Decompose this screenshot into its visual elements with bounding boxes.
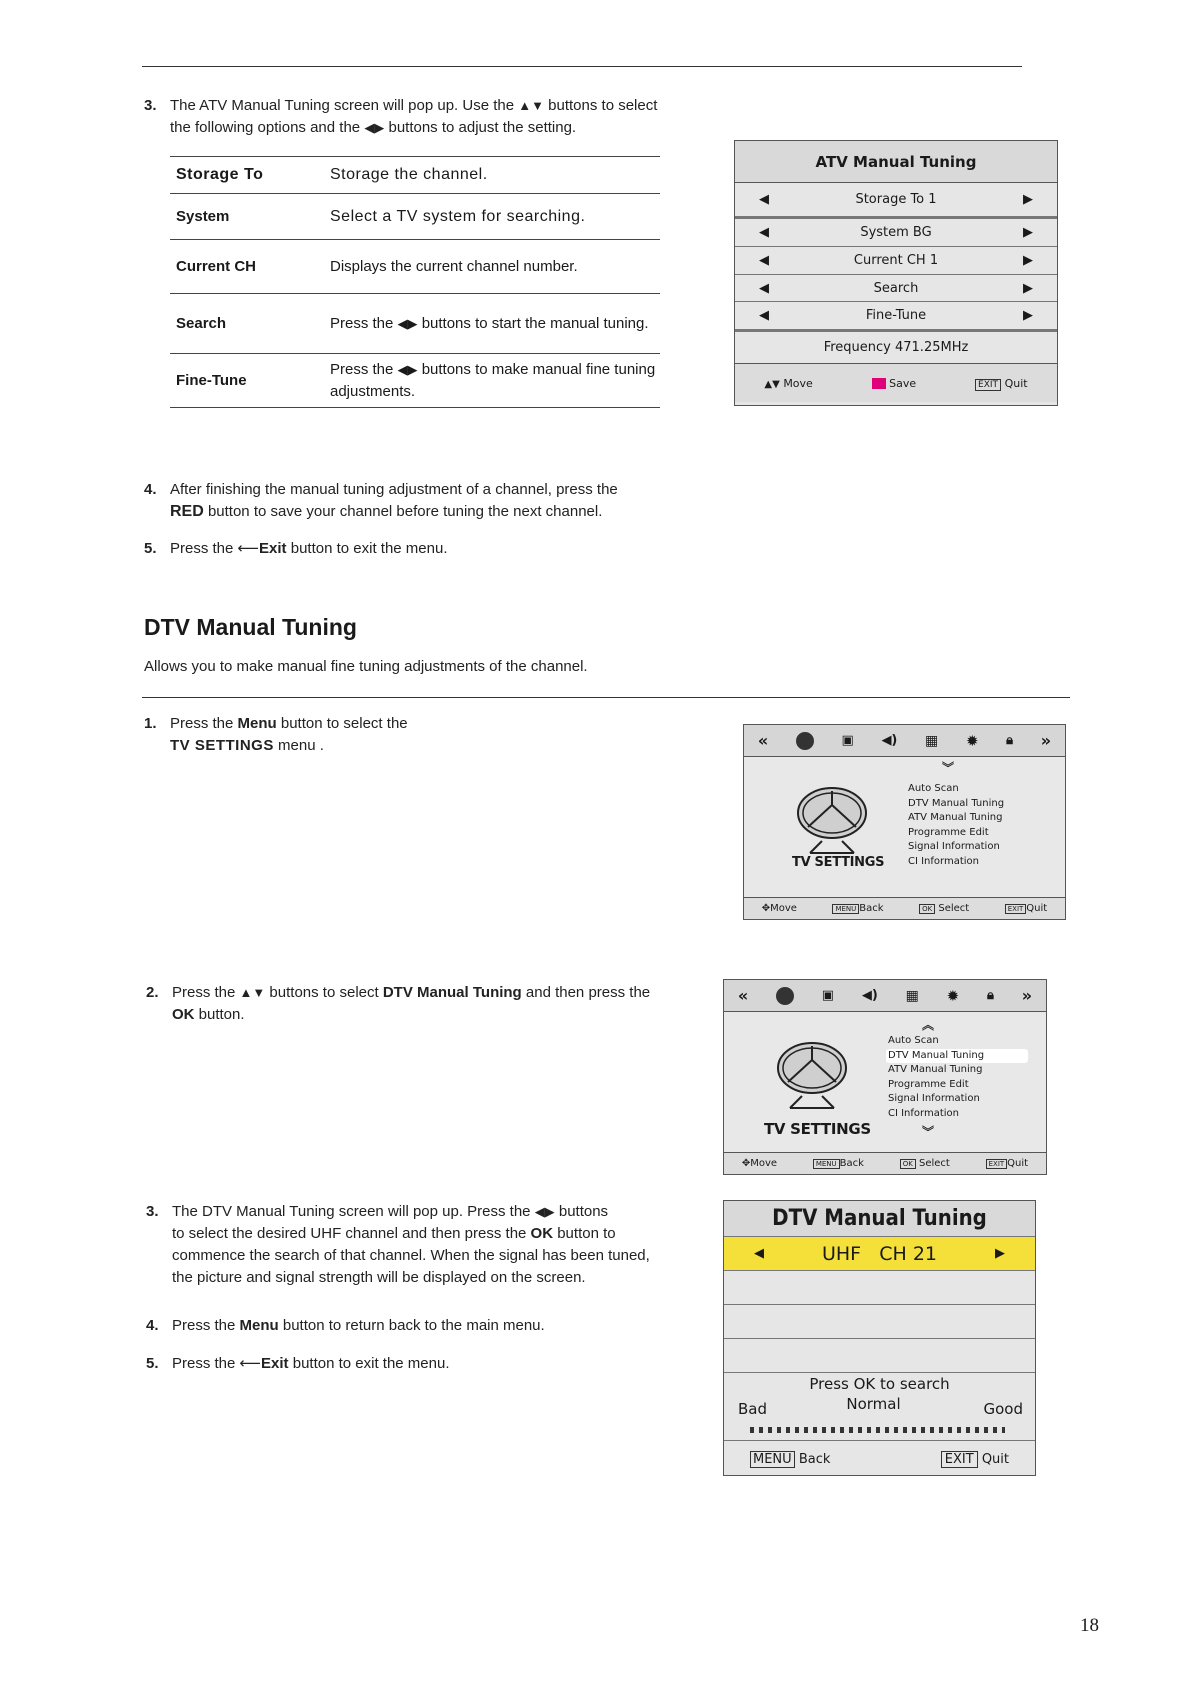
param-name: Search: [176, 315, 227, 332]
dtv-step-5: 5. Press the ⟵Exit button to exit the menu.: [146, 1355, 450, 1372]
arrow-right-icon: ▶: [1023, 253, 1033, 268]
table-row: [170, 294, 660, 354]
menu-item-signal-information[interactable]: Signal Information: [888, 1093, 980, 1104]
param-description: Press the ◀▶ buttons to make manual fine tuning adjustments.: [330, 360, 656, 400]
menu-item-auto-scan[interactable]: Auto Scan: [888, 1035, 939, 1046]
step-number: 3.: [144, 97, 157, 114]
exit-key-icon: EXIT: [941, 1451, 978, 1468]
menu-item-auto-scan[interactable]: Auto Scan: [908, 783, 959, 794]
move-cross-icon: ✥: [761, 903, 771, 914]
channel-tab-icon[interactable]: ▦: [905, 987, 919, 1004]
param-description: Select a TV system for searching.: [330, 207, 586, 225]
picture-tab-icon[interactable]: ▣: [841, 733, 854, 748]
osd-row-storage[interactable]: ◀ Storage To 1 ▶: [735, 183, 1057, 219]
left-right-arrows-icon: ◀▶: [397, 361, 418, 377]
picture-tab-icon[interactable]: ▣: [821, 988, 835, 1003]
tv-settings-menu-osd-selected: [723, 979, 1047, 1175]
ok-key-icon: OK: [900, 1159, 916, 1169]
dtv-step-4: 4. Press the Menu button to return back to the main menu.: [146, 1317, 545, 1334]
arrow-left-icon: ◀: [759, 253, 769, 268]
arrow-right-icon[interactable]: ▶: [995, 1246, 1005, 1261]
exit-return-icon: ⟵: [239, 1355, 262, 1372]
osd-row-current-ch[interactable]: ◀ Current CH 1 ▶: [735, 247, 1057, 275]
band-label: UHF: [821, 1242, 862, 1265]
osd-row-fine-tune[interactable]: ◀ Fine-Tune ▶: [735, 302, 1057, 332]
param-name: Current CH: [176, 258, 257, 275]
menu-item-signal-information[interactable]: Signal Information: [908, 841, 1000, 852]
menu-item-dtv-manual-tuning[interactable]: DTV Manual Tuning: [886, 1049, 1028, 1064]
menu-footer: ✥Move MENU Back OK Select EXIT Quit: [744, 897, 1065, 919]
signal-panel: [724, 1373, 1035, 1441]
tv-settings-label: TV SETTINGS: [792, 855, 885, 870]
param-name: Storage To: [176, 166, 264, 183]
satellite-dish-icon: [772, 1038, 852, 1110]
atv-step-5: 5. Press the ⟵Exit button to exit the menu.: [144, 540, 448, 557]
red-button-label: RED: [170, 503, 204, 520]
menu-tab-bar: [724, 980, 1046, 1012]
menu-item-atv-manual-tuning[interactable]: ATV Manual Tuning: [888, 1064, 983, 1075]
arrow-left-icon: ◀: [759, 308, 769, 323]
nav-right-icon[interactable]: »: [1021, 986, 1033, 1005]
red-save-icon: [872, 378, 886, 389]
exit-key-icon: EXIT: [1005, 904, 1027, 914]
info-row-empty: [724, 1305, 1035, 1339]
atv-manual-tuning-osd: [734, 140, 1058, 406]
arrow-left-icon[interactable]: ◀: [754, 1246, 764, 1261]
menu-items: [908, 782, 1004, 869]
lock-tab-icon[interactable]: 🔒︎: [1006, 733, 1014, 748]
menu-tab-bar: [744, 725, 1065, 757]
up-down-arrows-icon: ▲▼: [518, 98, 544, 113]
atv-parameter-table: [170, 156, 660, 408]
left-right-arrows-icon: ◀▶: [364, 120, 385, 135]
atv-step-3: 3. The ATV Manual Tuning screen will pop up. Use the ▲▼ buttons to select the following options and the ◀▶ buttons to adjust the setting.: [144, 97, 658, 136]
osd-footer: MENU Back EXIT Quit: [724, 1441, 1035, 1477]
arrow-right-icon: ▶: [1022, 308, 1033, 323]
table-row: [170, 354, 660, 408]
menu-item-ci-information[interactable]: CI Information: [888, 1107, 959, 1119]
arrow-left-icon: ◀: [759, 192, 769, 207]
menu-key-icon: MENU: [813, 1159, 840, 1169]
move-arrows-icon: ▲▼: [764, 378, 780, 390]
channel-tab-icon[interactable]: ▦: [925, 732, 939, 749]
exit-key-icon: EXIT: [975, 379, 1001, 391]
section-rule: [142, 697, 1070, 698]
scroll-up-icon[interactable]: ︽: [922, 1018, 935, 1032]
arrow-left-icon: ◀: [759, 225, 769, 240]
channel-label: CH 21: [879, 1242, 938, 1265]
satellite-dish-icon: [792, 783, 872, 855]
nav-left-icon[interactable]: «: [757, 731, 769, 750]
exit-key-icon: EXIT: [986, 1159, 1008, 1169]
menu-footer: ✥Move MENU Back OK Select EXIT Quit: [724, 1152, 1046, 1174]
move-cross-icon: ✥: [741, 1158, 751, 1169]
section-heading: DTV Manual Tuning: [144, 614, 357, 640]
signal-good-label: Good: [983, 1400, 1023, 1418]
dtv-step-2: 2. Press the ▲▼ buttons to select DTV Manual Tuning and then press the OK button.: [146, 984, 651, 1023]
param-description: Press the ◀▶ buttons to start the manual tuning.: [330, 314, 649, 332]
dtv-step-3: 3. The DTV Manual Tuning screen will pop up. Press the ◀▶ buttons to select the desired UHF channel and then press the OK button to commence the search of that channel. When the signal has been tuned, the picture and signal strength will be displayed on the screen.: [146, 1203, 650, 1286]
tv-settings-tab-icon[interactable]: [776, 987, 794, 1005]
left-right-arrows-icon: ◀▶: [534, 1204, 555, 1219]
ok-key-icon: OK: [919, 904, 935, 914]
osd-row-system[interactable]: ◀ System BG ▶: [735, 219, 1057, 247]
tv-settings-tab-icon[interactable]: [796, 732, 814, 750]
arrow-left-icon: ◀: [759, 280, 769, 296]
arrow-right-icon: ▶: [1023, 225, 1033, 240]
osd-footer: ▲▼ Move Save EXIT Quit: [735, 364, 1057, 402]
channel-selector[interactable]: [724, 1237, 1035, 1271]
sound-tab-icon[interactable]: ◀): [861, 988, 878, 1003]
table-row: [170, 156, 660, 194]
nav-left-icon[interactable]: «: [737, 986, 749, 1005]
signal-strength-bar: [750, 1427, 1005, 1433]
exit-return-icon: ⟵: [237, 540, 260, 557]
page-number: 18: [1080, 1615, 1099, 1636]
arrow-right-icon: ▶: [1023, 192, 1033, 207]
sound-tab-icon[interactable]: ◀): [881, 733, 898, 748]
table-row: [170, 240, 660, 294]
dtv-manual-tuning-osd: [723, 1200, 1036, 1476]
scroll-down-icon[interactable]: ︾: [922, 1125, 935, 1139]
scroll-down-icon[interactable]: ︾: [942, 761, 955, 775]
signal-bad-label: Bad: [738, 1400, 768, 1418]
settings-gear-icon[interactable]: ✹: [946, 986, 960, 1005]
tv-settings-label: TV SETTINGS: [764, 1120, 871, 1138]
search-prompt: Press OK to search: [809, 1375, 950, 1393]
menu-key-icon: MENU: [750, 1451, 795, 1468]
param-name: System: [176, 208, 230, 225]
menu-item-dtv-manual-tuning[interactable]: DTV Manual Tuning: [908, 797, 1005, 809]
menu-items: [888, 1034, 1028, 1121]
param-name: Fine-Tune: [176, 372, 247, 389]
section-intro: Allows you to make manual fine tuning adjustments of the channel.: [144, 658, 588, 675]
param-description: Storage the channel.: [330, 166, 488, 183]
osd-row-search[interactable]: ◀ Search ▶: [735, 275, 1057, 302]
table-row: [170, 194, 660, 240]
menu-item-atv-manual-tuning[interactable]: ATV Manual Tuning: [908, 812, 1003, 823]
left-right-arrows-icon: ◀▶: [397, 315, 418, 331]
signal-normal-label: Normal: [846, 1395, 901, 1413]
menu-item-programme-edit[interactable]: Programme Edit: [888, 1078, 969, 1090]
osd-frequency: Frequency 471.25MHz: [735, 332, 1057, 364]
info-row-empty: [724, 1339, 1035, 1373]
menu-key-icon: MENU: [832, 904, 859, 914]
lock-tab-icon[interactable]: 🔒︎: [986, 988, 994, 1003]
osd-title: DTV Manual Tuning: [724, 1201, 1035, 1237]
top-rule: [142, 66, 1022, 67]
up-down-arrows-icon: ▲▼: [239, 985, 266, 1000]
info-row-empty: [724, 1271, 1035, 1305]
nav-right-icon[interactable]: »: [1040, 731, 1052, 750]
dtv-step-1: 1. Press the Menu button to select the TV SETTINGS menu .: [144, 715, 408, 754]
tv-settings-menu-osd: [743, 724, 1066, 920]
settings-gear-icon[interactable]: ✹: [965, 731, 979, 750]
menu-item-programme-edit[interactable]: Programme Edit: [908, 826, 989, 838]
osd-title: ATV Manual Tuning: [735, 141, 1057, 183]
atv-step-4: 4. After finishing the manual tuning adjustment of a channel, press the RED button to save your channel before tuning the next channel.: [144, 481, 618, 520]
menu-item-ci-information[interactable]: CI Information: [908, 855, 979, 867]
arrow-right-icon: ▶: [1022, 280, 1033, 296]
param-description: Displays the current channel number.: [330, 257, 578, 275]
